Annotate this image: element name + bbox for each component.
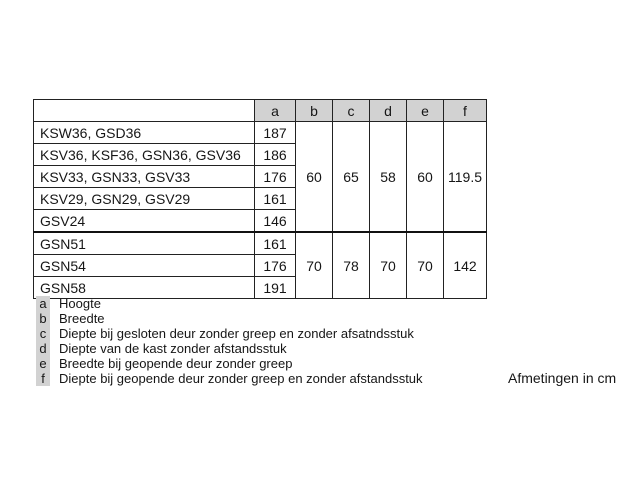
units-note: Afmetingen in cm (508, 370, 617, 386)
header-cell-d: d (370, 100, 407, 122)
model-cell: KSV33, GSN33, GSV33 (34, 166, 255, 188)
value-cell-a: 146 (255, 210, 296, 233)
legend-key-badge: e (36, 356, 50, 371)
legend-item-a (36, 296, 423, 311)
table-header-row (34, 100, 487, 122)
value-cell-b-group1: 60 (296, 122, 333, 233)
legend-label: Hoogte (59, 296, 101, 311)
header-cell-b: b (296, 100, 333, 122)
legend-key-badge: f (36, 371, 50, 386)
legend-item-e (36, 356, 423, 371)
legend-item-d (36, 341, 423, 356)
legend-item-f (36, 371, 423, 386)
model-cell: KSV29, GSN29, GSV29 (34, 188, 255, 210)
value-cell-a: 161 (255, 232, 296, 255)
legend-key-badge: d (36, 341, 50, 356)
legend-label: Breedte bij geopende deur zonder greep (59, 356, 293, 371)
header-cell-f: f (444, 100, 487, 122)
value-cell-f-group1: 119.5 (444, 122, 487, 233)
legend-key-badge: c (36, 326, 50, 341)
model-cell: KSW36, GSD36 (34, 122, 255, 144)
legend-label: Diepte bij gesloten deur zonder greep en zonder afsatndsstuk (59, 326, 414, 341)
value-cell-b-group2: 70 (296, 232, 333, 299)
model-cell: GSN54 (34, 255, 255, 277)
table-row (34, 122, 487, 144)
header-cell-c: c (333, 100, 370, 122)
model-cell: KSV36, KSF36, GSN36, GSV36 (34, 144, 255, 166)
legend-key-badge: a (36, 296, 50, 311)
model-cell: GSN58 (34, 277, 255, 299)
header-cell-models (34, 100, 255, 122)
header-cell-a: a (255, 100, 296, 122)
legend (36, 296, 423, 386)
header-cell-e: e (407, 100, 444, 122)
value-cell-c-group2: 78 (333, 232, 370, 299)
value-cell-f-group2: 142 (444, 232, 487, 299)
value-cell-a: 161 (255, 188, 296, 210)
legend-item-c (36, 326, 423, 341)
model-cell: GSV24 (34, 210, 255, 233)
value-cell-a: 187 (255, 122, 296, 144)
legend-label: Diepte van de kast zonder afstandsstuk (59, 341, 287, 356)
value-cell-a: 191 (255, 277, 296, 299)
value-cell-a: 176 (255, 255, 296, 277)
value-cell-c-group1: 65 (333, 122, 370, 233)
legend-label: Diepte bij geopende deur zonder greep en zonder afstandsstuk (59, 371, 423, 386)
value-cell-e-group2: 70 (407, 232, 444, 299)
legend-label: Breedte (59, 311, 105, 326)
value-cell-e-group1: 60 (407, 122, 444, 233)
value-cell-d-group1: 58 (370, 122, 407, 233)
value-cell-d-group2: 70 (370, 232, 407, 299)
table-row (34, 232, 487, 255)
legend-item-b (36, 311, 423, 326)
model-cell: GSN51 (34, 232, 255, 255)
legend-key-badge: b (36, 311, 50, 326)
value-cell-a: 186 (255, 144, 296, 166)
dimensions-table (33, 99, 487, 299)
value-cell-a: 176 (255, 166, 296, 188)
